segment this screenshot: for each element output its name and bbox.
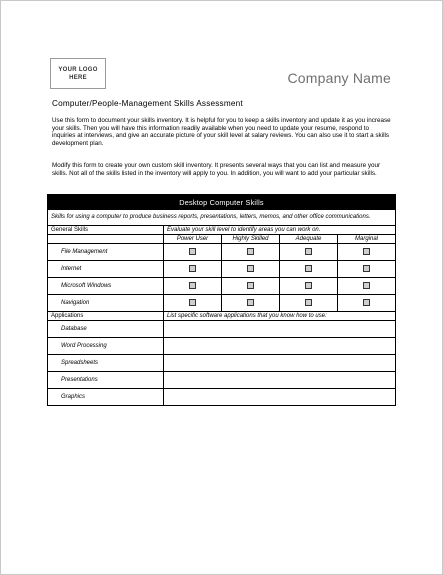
- logo-placeholder: YOUR LOGO HERE: [50, 58, 106, 89]
- application-entry-field[interactable]: [164, 338, 396, 355]
- application-name: Presentations: [48, 372, 164, 389]
- application-entry-field[interactable]: [164, 389, 396, 406]
- intro-paragraph: Use this form to document your skills inventory. It is helpful for you to keep a skills inventory and update it as you increase your skills. Then you will have this information readily available when you need to update your resume, respond to inquiries at interviews, and give an accurate picture of your skill level at salary reviews. You can also use it to start a skills development plan.: [52, 117, 391, 147]
- level-checkbox[interactable]: [363, 248, 370, 255]
- application-entry-field[interactable]: [164, 372, 396, 389]
- application-name: Graphics: [48, 389, 164, 406]
- skill-row: [48, 278, 396, 295]
- level-checkbox[interactable]: [305, 248, 312, 255]
- level-checkbox[interactable]: [363, 299, 370, 306]
- application-name: Spreadsheets: [48, 355, 164, 372]
- application-row: [48, 372, 396, 389]
- level-header: Marginal: [338, 235, 396, 244]
- document-title: Computer/People-Management Skills Assessment: [52, 99, 243, 108]
- level-checkbox[interactable]: [189, 248, 196, 255]
- company-name: Company Name: [287, 70, 391, 86]
- level-checkbox[interactable]: [189, 265, 196, 272]
- applications-label: Applications: [48, 312, 164, 321]
- level-checkbox[interactable]: [305, 265, 312, 272]
- general-skills-instruction: Evaluate your skill level to identify areas you can work on.: [164, 226, 396, 235]
- level-checkbox[interactable]: [247, 265, 254, 272]
- applications-instruction: List specific software applications that you know how to use:: [164, 312, 396, 321]
- application-entry-field[interactable]: [164, 355, 396, 372]
- level-checkbox[interactable]: [247, 248, 254, 255]
- level-checkbox[interactable]: [247, 299, 254, 306]
- level-checkbox[interactable]: [189, 282, 196, 289]
- level-checkbox[interactable]: [363, 265, 370, 272]
- skill-name: Microsoft Windows: [48, 278, 164, 295]
- modify-paragraph: Modify this form to create your own custom skill inventory. It presents several ways that you can list and measure your skills. Not all of the skills listed in the inventory will apply to you. In addition, you will want to add your particular skills.: [52, 162, 381, 177]
- application-row: [48, 338, 396, 355]
- level-checkbox[interactable]: [305, 299, 312, 306]
- skill-row: [48, 295, 396, 312]
- application-row: [48, 355, 396, 372]
- application-entry-field[interactable]: [164, 321, 396, 338]
- table-description: Skills for using a computer to produce business reports, presentations, letters, memos, and other office communications.: [48, 210, 396, 226]
- skill-name: Internet: [48, 261, 164, 278]
- level-header: Power User: [164, 235, 222, 244]
- level-checkbox[interactable]: [305, 282, 312, 289]
- skill-name: Navigation: [48, 295, 164, 312]
- application-row: [48, 389, 396, 406]
- level-header: Adequate: [280, 235, 338, 244]
- general-skills-label: General Skills: [48, 226, 164, 235]
- application-row: [48, 321, 396, 338]
- skills-table: [47, 194, 396, 406]
- level-header-blank: [48, 235, 164, 244]
- table-header: Desktop Computer Skills: [48, 195, 396, 210]
- level-header: Highly Skilled: [222, 235, 280, 244]
- application-name: Word Processing: [48, 338, 164, 355]
- skill-row: [48, 261, 396, 278]
- skill-row: [48, 244, 396, 261]
- level-checkbox[interactable]: [247, 282, 254, 289]
- application-name: Database: [48, 321, 164, 338]
- level-checkbox[interactable]: [189, 299, 196, 306]
- level-checkbox[interactable]: [363, 282, 370, 289]
- skill-name: File Management: [48, 244, 164, 261]
